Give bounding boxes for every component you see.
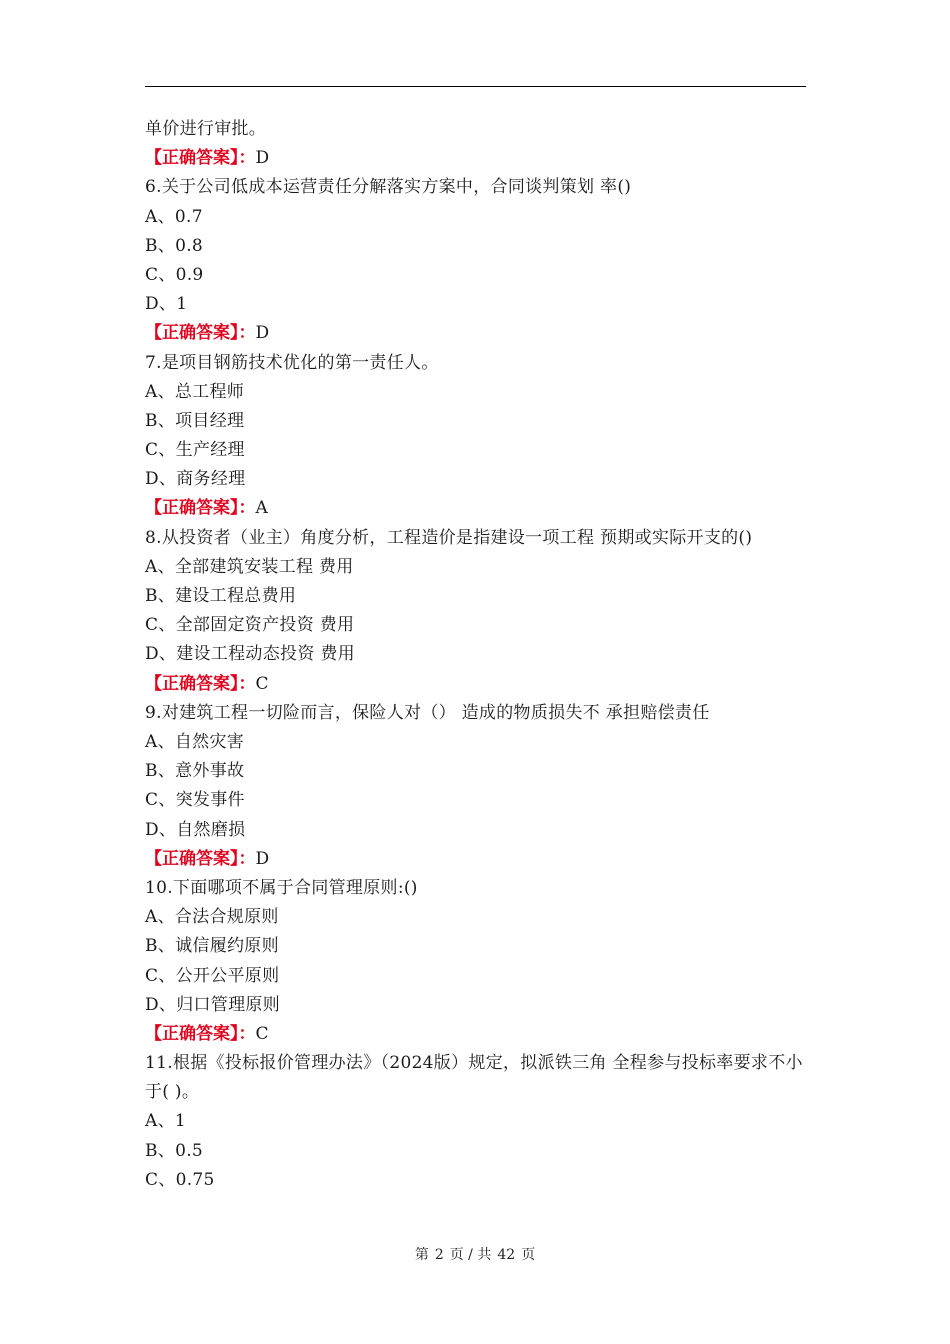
header-rule	[145, 86, 806, 87]
correct-answer-value: D	[255, 323, 270, 344]
answer-option: C、公开公平原则	[145, 965, 280, 986]
answer-option: C、全部固定资产投资 费用	[145, 615, 355, 636]
correct-answer-line	[145, 494, 807, 523]
correct-answer-value: A	[255, 498, 269, 519]
answer-option: A、1	[145, 1111, 186, 1132]
question-text: 11.根据《投标报价管理办法》（2024版）规定，拟派铁三角 全程参与投标率要求不小于( )。	[145, 1053, 803, 1103]
answer-option: D、建设工程动态投资 费用	[145, 644, 355, 665]
footer-suffix: 页	[521, 1247, 536, 1263]
correct-answer-value: D	[255, 848, 270, 869]
correct-answer-label: 【正确答案】：	[145, 848, 256, 869]
answer-option: B、0.5	[145, 1140, 204, 1161]
footer-mid: 页 / 共	[449, 1247, 492, 1263]
answer-option: C、生产经理	[145, 440, 245, 461]
answer-option: C、0.75	[145, 1169, 215, 1190]
correct-answer-line	[145, 1020, 807, 1049]
correct-answer-line	[145, 845, 807, 874]
answer-option: D、1	[145, 294, 188, 315]
page-footer	[0, 1244, 950, 1264]
correct-answer-label: 【正确答案】：	[145, 1023, 256, 1044]
answer-option: A、总工程师	[145, 381, 245, 402]
answer-option: B、0.8	[145, 235, 204, 256]
answer-option: D、商务经理	[145, 469, 246, 490]
answer-option: A、0.7	[145, 206, 203, 227]
question-text: 6.关于公司低成本运营责任分解落实方案中，合同谈判策划 率()	[145, 177, 632, 198]
answer-option: A、全部建筑安装工程 费用	[145, 556, 354, 577]
continuation-text: 单价进行审批。	[145, 119, 267, 139]
footer-page-number: 2	[434, 1247, 444, 1263]
question-list	[145, 144, 807, 1195]
footer-total-pages: 42	[497, 1247, 516, 1263]
correct-answer-label: 【正确答案】：	[145, 148, 256, 169]
question-text: 7.是项目钢筋技术优化的第一责任人。	[145, 352, 439, 373]
correct-answer-label: 【正确答案】：	[145, 498, 256, 519]
question-text: 9.对建筑工程一切险而言，保险人对（） 造成的物质损失不 承担赔偿责任	[145, 702, 710, 723]
answer-option: A、自然灾害	[145, 732, 245, 752]
correct-answer-label: 【正确答案】：	[145, 323, 256, 344]
correct-answer-label: 【正确答案】：	[145, 673, 256, 694]
answer-option: D、自然磨损	[145, 819, 246, 840]
answer-option: D、归口管理原则	[145, 994, 281, 1015]
correct-answer-value: C	[255, 1023, 269, 1044]
correct-answer-line	[145, 670, 807, 699]
correct-answer-value: D	[255, 148, 270, 169]
answer-option: B、诚信履约原则	[145, 936, 279, 957]
correct-answer-line	[145, 144, 807, 173]
answer-option: B、意外事故	[145, 761, 245, 782]
answer-option: C、突发事件	[145, 790, 245, 811]
question-text: 8.从投资者（业主）角度分析，工程造价是指建设一项工程 预期或实际开支的()	[145, 527, 753, 548]
footer-prefix: 第	[414, 1247, 429, 1263]
question-text: 10.下面哪项不属于合同管理原则:()	[145, 877, 418, 898]
answer-option: B、建设工程总费用	[145, 586, 297, 607]
answer-option: C、0.9	[145, 264, 204, 285]
correct-answer-value: C	[255, 673, 269, 694]
correct-answer-line	[145, 319, 807, 348]
answer-option: A、合法合规原则	[145, 907, 279, 928]
answer-option: B、项目经理	[145, 410, 245, 431]
document-body	[145, 115, 807, 1195]
